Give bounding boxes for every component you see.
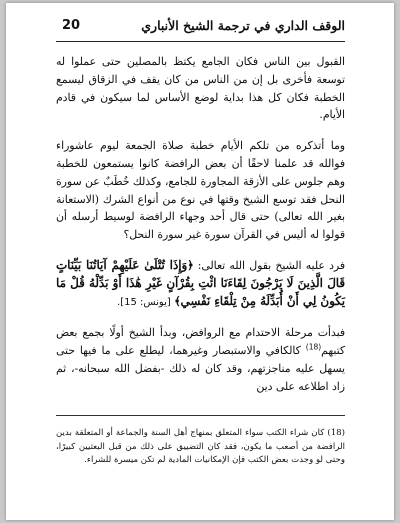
book-page: [6, 3, 394, 520]
footnote-divider: [56, 415, 345, 416]
ayah-close-bracket: ﴾: [174, 294, 181, 308]
footnote-18: (18) كان شراء الكتب سواء المتعلق بمنهاج أهل السنة والجماعة أو المتعلقة بدين الرافضة من أصعب ما يكون، فقد كان التضييق على ذلك من قبل البعثيين كبيرًا، وحتى لو وجدت بعض الكتب فإن الإمكانيات المادية لم تكن ميسرة للشراء.: [56, 428, 345, 466]
ayah-open-bracket: ﴿: [187, 258, 194, 272]
running-title: الوقف الداري في ترجمة الشيخ الأنباري: [141, 18, 345, 33]
paragraph-4-part-1: فبدأت مرحلة الاحتدام مع الروافض، وبدأ الشيخ أولًا بجمع بعض كتبهم: [56, 326, 345, 358]
paragraph-4-part-2: كالكافي والاستبصار وغيرهما، ليطلع على ما فيها حتى يسهل عليه مناجزتهم، وقد كان له ذلك -بفضل الله سبحانه-، ثم زاد اطلاعه على دين: [56, 344, 345, 393]
paragraph-2: وما أتذكره من تلكم الأيام خطبة صلاة الجمعة ليوم عاشوراء فوالله قد علمنا لاحقًا أن بعض الرافضة كانوا يستمعون للخطبة وهم جلوس على الأزقة المجاورة للجامع، وكذلك خُطَبٌ عن سورة النحل فقد توسع الشيخ وقتها في نوع من أنواع الشرك (الاستعانة بغير الله تعالى) حتى قال أحد وجهاء الرافضة لوسيط أرسله أن قولوا له أليس في القرآن سورة غير سورة النحل؟: [56, 139, 345, 242]
quote-intro: فرد عليه الشيخ بقول الله تعالى:: [193, 258, 345, 272]
body-text: [56, 53, 345, 409]
footnote-reference: (18): [305, 342, 322, 352]
paragraph-4: [56, 324, 345, 395]
paragraph-1: القبول بين الناس فكان الجامع يكتظ بالمصلين حتى عملوا له توسعة فأخرى بل إن من الناس من كان يقف في الزقاق ليسمع الخطبة فكان كل هذا بداية لوضع الأساس لما سيكون في قادم الأيام.: [56, 55, 345, 122]
paragraph-3: [56, 257, 345, 311]
page-number: 20: [62, 18, 81, 33]
quran-verse: وَإِذَا تُتْلَىٰ عَلَيْهِمْ آيَاتُنَا بَيِّنَاتٍ قَالَ الَّذِينَ لَا يَرْجُونَ لِقَاءَنَا ائْتِ بِقُرْآنٍ غَيْرِ هَٰذَا أَوْ بَدِّلْهُ قُلْ مَا يَكُونُ لِي أَنْ أُبَدِّلَهُ مِنْ تِلْقَاءِ نَفْسِي: [56, 257, 345, 308]
verse-reference: [يونس: 15].: [117, 296, 171, 308]
page-header: [56, 15, 345, 42]
